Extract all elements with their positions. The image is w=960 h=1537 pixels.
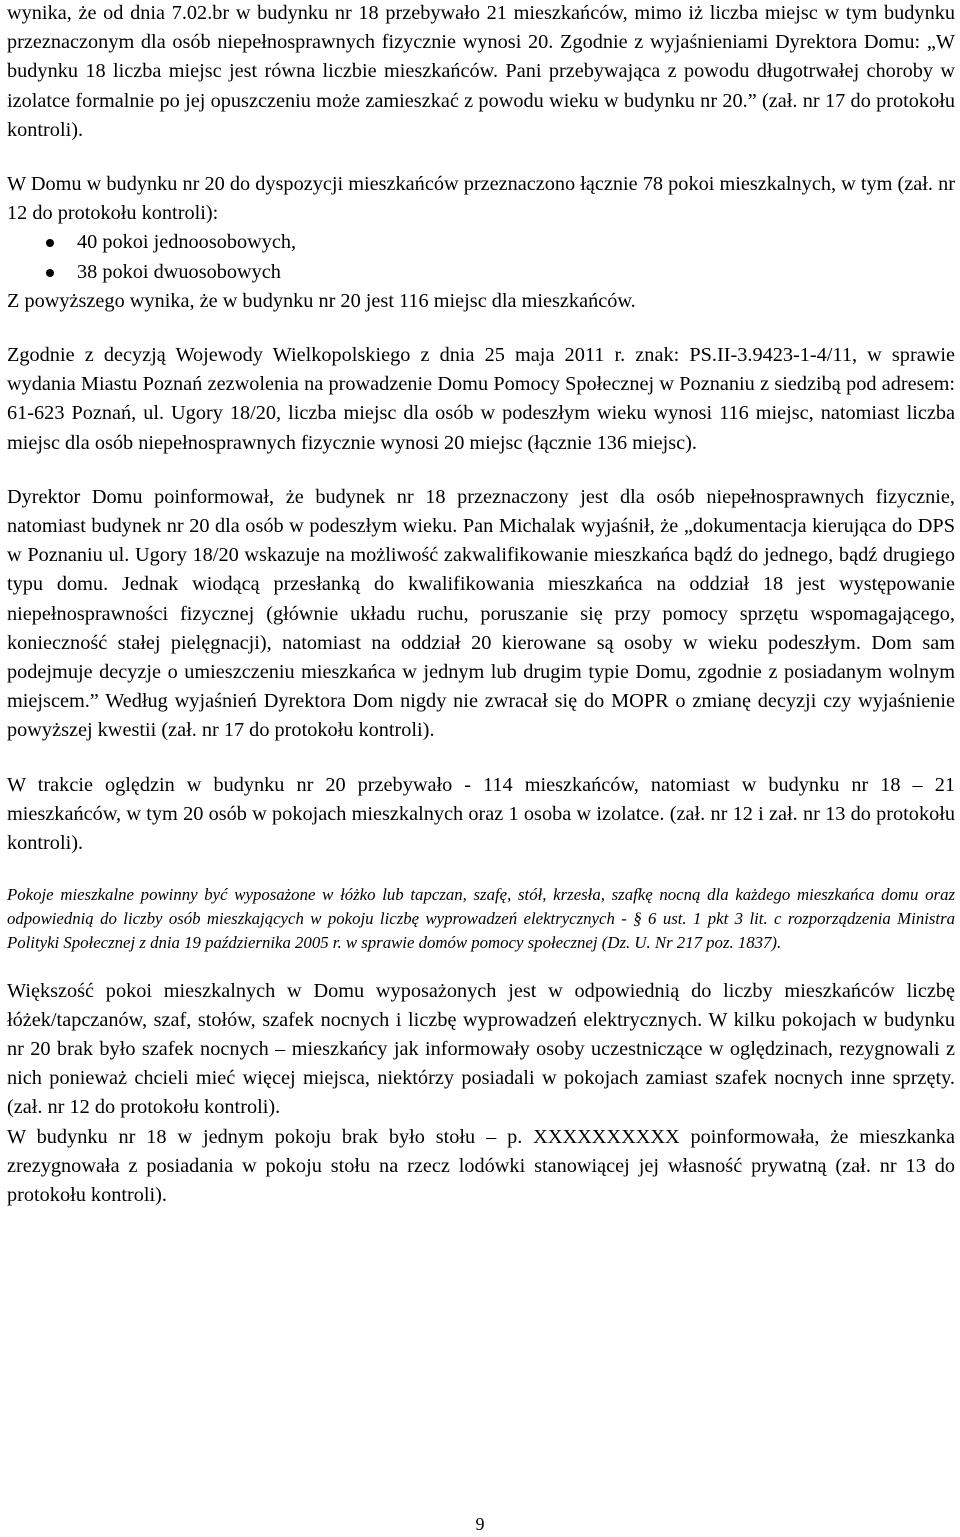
paragraph-rooms-building-20: W Domu w budynku nr 20 do dyspozycji mieszkańców przeznaczono łącznie 78 pokoi mieszkalnych, w tym (zał. nr 12 do protokołu kontroli): (7, 173, 955, 225)
legal-requirement-note: Pokoje mieszkalne powinny być wyposażone w łóżko lub tapczan, szafę, stół, krzesła, szafkę nocną dla każdego mieszkańca domu oraz odpowiednią do liczby osób mieszkających w pokoju liczbę wyprowadzeń elektrycznych - § 6 ust. 1 pkt 3 lit. c rozporządzenia Ministra Polityki Społecznej z dnia 19 października 2005 r. w sprawie domów pomocy społecznej (Dz. U. Nr 217 poz. 1837). (7, 885, 955, 952)
bullet-icon (46, 239, 54, 247)
paragraph-director-explanation: Dyrektor Domu poinformował, że budynek nr 18 przeznaczony jest dla osób niepełnosprawnych fizycznie, natomiast budynek nr 20 dla osób w podeszłym wieku. Pan Michalak wyjaśnił, że „dokumentacja kierująca do DPS w Poznaniu ul. Ugory 18/20 wskazuje na możliwość zakwalifikowanie mieszkańca bądź do jednego, bądź drugiego typu domu. Jednak wiodącą przesłanką do kwalifikowania mieszkańca na oddział 18 jest występowanie niepełnosprawności fizycznej (głównie układu ruchu, poruszanie się przy pomocy sprzętu wspomagającego, konieczność stałej pielęgnacji), natomiast na oddział 20 kierowane są osoby w wieku podeszłym. Dom sam podejmuje decyzje o umieszczeniu mieszkańca w jednym lub drugim typie Domu, zgodnie z posiadanym wolnym miejscem.” Według wyjaśnień Dyrektora Dom nigdy nie zwracał się do MOPR o zmianę decyzji czy wyjaśnienie powyższej kwestii (zał. nr 17 do protokołu kontroli). (7, 485, 955, 742)
paragraph-residents-building-18: wynika, że od dnia 7.02.br w budynku nr 18 przebywało 21 mieszkańców, mimo iż liczba miejsc w tym budynku przeznaczonym dla osób niepełnosprawnych fizycznie wynosi 20. Zgodnie z wyjaśnieniami Dyrektora Domu: „W budynku 18 liczba miejsc jest równa liczbie mieszkańców. Pani przebywająca z powodu długotrwałej choroby w izolatce formalnie po jej opuszczeniu może zamieszkać z powodu wieku w budynku nr 20.” (zał. nr 17 do protokołu kontroli). (7, 2, 955, 141)
document-page (7, 0, 955, 1210)
list-item-text: 40 pokoi jednoosobowych, (77, 231, 297, 254)
paragraph-places-summary: Z powyższego wynika, że w budynku nr 20 jest 116 miejsc dla mieszkańców. (7, 289, 636, 312)
page-number: 9 (475, 1514, 485, 1534)
room-list (7, 228, 955, 286)
paragraph-inspection-count: W trakcie oględzin w budynku nr 20 przebywało - 114 mieszkańców, natomiast w budynku nr 18 – 21 mieszkańców, w tym 20 osób w pokojach mieszkalnych oraz 1 osoba w izolatce. (zał. nr 12 i zał. nr 13 do protokołu kontroli). (7, 773, 955, 855)
paragraph-room-equipment: Większość pokoi mieszkalnych w Domu wyposażonych jest w odpowiednią do liczby mieszkańców liczbę łóżek/tapczanów, szaf, stołów, szafek nocnych i liczbę wyprowadzeń elektrycznych. W kilku pokojach w budynku nr 20 brak było szafek nocnych – mieszkańcy jak informowały osoby uczestniczące w oględzinach, rezygnowali z nich ponieważ chcieli mieć więcej miejsca, niektórzy posiadali w pokojach zamiast szafek nocnych inne sprzęty. (zał. nr 12 do protokołu kontroli). (7, 979, 955, 1119)
bullet-icon (46, 269, 54, 277)
paragraph-voivode-decision: Zgodnie z decyzją Wojewody Wielkopolskiego z dnia 25 maja 2011 r. znak: PS.II-3.9423-1-4/11, w sprawie wydania Miastu Poznań zezwolenia na prowadzenie Domu Pomocy Społecznej w Poznaniu z siedzibą pod adresem: 61-623 Poznań, ul. Ugory 18/20, liczba miejsc dla osób w podeszłym wieku wynosi 116 miejsc, natomiast liczba miejsc dla osób niepełnosprawnych fizycznie wynosi 20 miejsc (łącznie 136 miejsc). (7, 344, 955, 454)
list-item (7, 228, 955, 257)
list-item-text: 38 pokoi dwuosobowych (77, 260, 281, 283)
list-item (7, 258, 955, 287)
paragraph-building-18-table: W budynku nr 18 w jednym pokoju brak było stołu – p. XXXXXXXXXX poinformowała, że mieszkanka zrezygnowała z posiadania w pokoju stołu na rzecz lodówki stanowiącej jej własność prywatną (zał. nr 13 do protokołu kontroli). (7, 1125, 955, 1207)
